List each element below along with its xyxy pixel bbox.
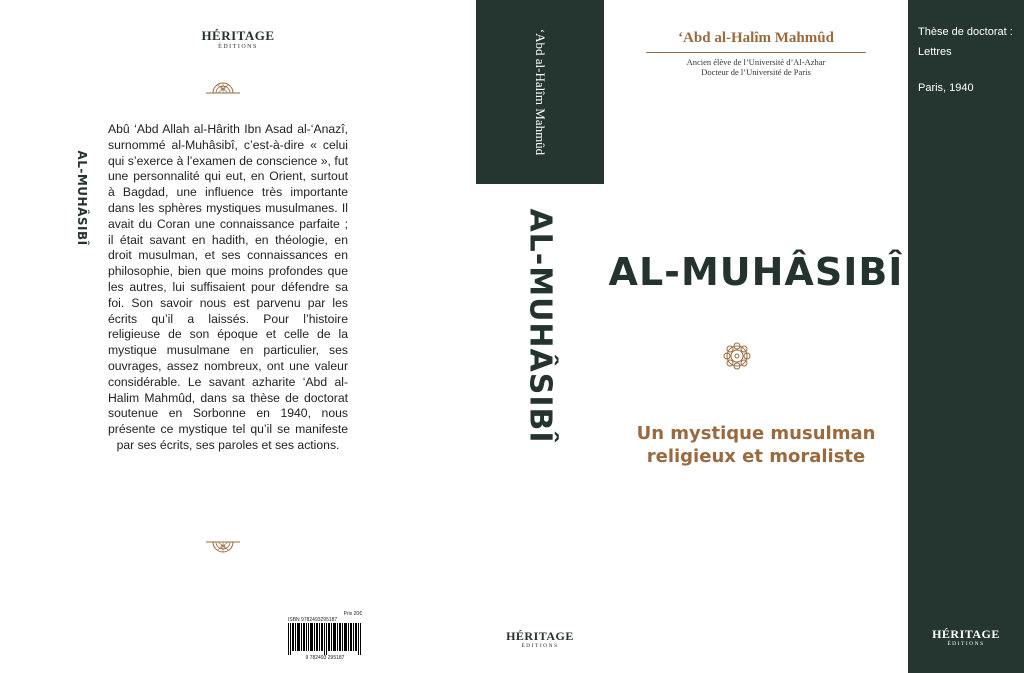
flap-line-2: Lettres xyxy=(918,46,952,58)
author-credits xyxy=(604,57,908,77)
publisher-name: HÉRITAGE xyxy=(932,627,1000,641)
spine xyxy=(476,0,604,673)
flap-line-1: Thèse de doctorat : xyxy=(918,26,1013,38)
publisher-imprint: ÉDITIONS xyxy=(218,44,258,50)
spine-author xyxy=(476,0,604,184)
barcode-bars-icon xyxy=(288,623,362,655)
book-title: AL-MUHÂSIBÎ xyxy=(608,250,904,294)
flap-spacer xyxy=(918,62,1022,78)
barcode xyxy=(286,611,364,663)
barcode-isbn: ISBN 9782493295187 xyxy=(288,617,338,623)
flap-line-3: Paris, 1940 xyxy=(918,82,974,94)
publisher-name: HÉRITAGE xyxy=(201,28,275,43)
publisher-name: HÉRITAGE xyxy=(506,629,574,643)
spine-author-text: ‘Abd al-Halîm Mahmûd xyxy=(533,28,548,156)
publisher-imprint: ÉDITIONS xyxy=(521,643,559,649)
credit-line-2: Docteur de l’Université de Paris xyxy=(701,67,811,77)
publisher-logo xyxy=(188,29,288,50)
book-subtitle xyxy=(604,422,908,468)
back-cover xyxy=(0,0,476,673)
publisher-imprint: ÉDITIONS xyxy=(947,641,985,647)
flap-text xyxy=(918,22,1022,98)
back-vertical-title xyxy=(62,128,102,268)
subtitle-line-1: Un mystique musulman xyxy=(636,423,876,444)
spine-title xyxy=(476,196,604,456)
credit-line-1: Ancien élève de l’Université d’Al-Azhar xyxy=(686,57,826,67)
spine-publisher-logo xyxy=(490,630,590,650)
ornament-icon xyxy=(206,80,240,94)
cover-flap xyxy=(908,0,1024,673)
author-name: ‘Abd al-Halîm Mahmûd xyxy=(678,30,834,46)
rosette-ornament-icon xyxy=(721,340,753,372)
barcode-price: Prix 20€ xyxy=(343,611,362,617)
flap-publisher-logo xyxy=(916,628,1016,648)
subtitle-line-2: religieux et moraliste xyxy=(646,446,866,467)
spine-title-text: AL-MUHÂSIBÎ xyxy=(522,208,558,444)
barcode-digits: 9 782493 295187 xyxy=(305,655,345,661)
back-vertical-title-text: AL-MUHÂSIBÎ xyxy=(75,150,89,246)
ornament-icon xyxy=(206,541,240,555)
author-divider xyxy=(646,52,866,53)
front-cover xyxy=(604,0,908,673)
back-blurb: Abû ‘Abd Allah al-Hârith Ibn Asad al-‘Anazî, surnommé al-Muhâsibî, c’est-à-dire « celui qui s’exerce à l’examen de conscience », fut une personnalité qui eut, en Orient, surtout à Bagdad, une influence très importante dans les sphères mystiques musulmanes. Il avait du Coran une connaissance parfaite ; il était savant en hadith, en théologie, en droit musulman, et ses connaissances en philosophie, bien que moins profondes que les autres, lui suffisaient pour défendre sa foi. Son savoir nous est parvenu par les écrits qu’il a laissés. Pour l’histoire religieuse de son époque et celle de la mystique musulmane en particulier, ses ouvrages, assez nombreux, ont une valeur considérable. Le savant azharite ‘Abd al-Halim Mahmûd, dans sa thèse de doctorat soutenue en Sorbonne en 1940, nous présente ce mystique tel qu’il se manifeste par ses écrits, ses paroles et ses actions. xyxy=(108,122,348,452)
